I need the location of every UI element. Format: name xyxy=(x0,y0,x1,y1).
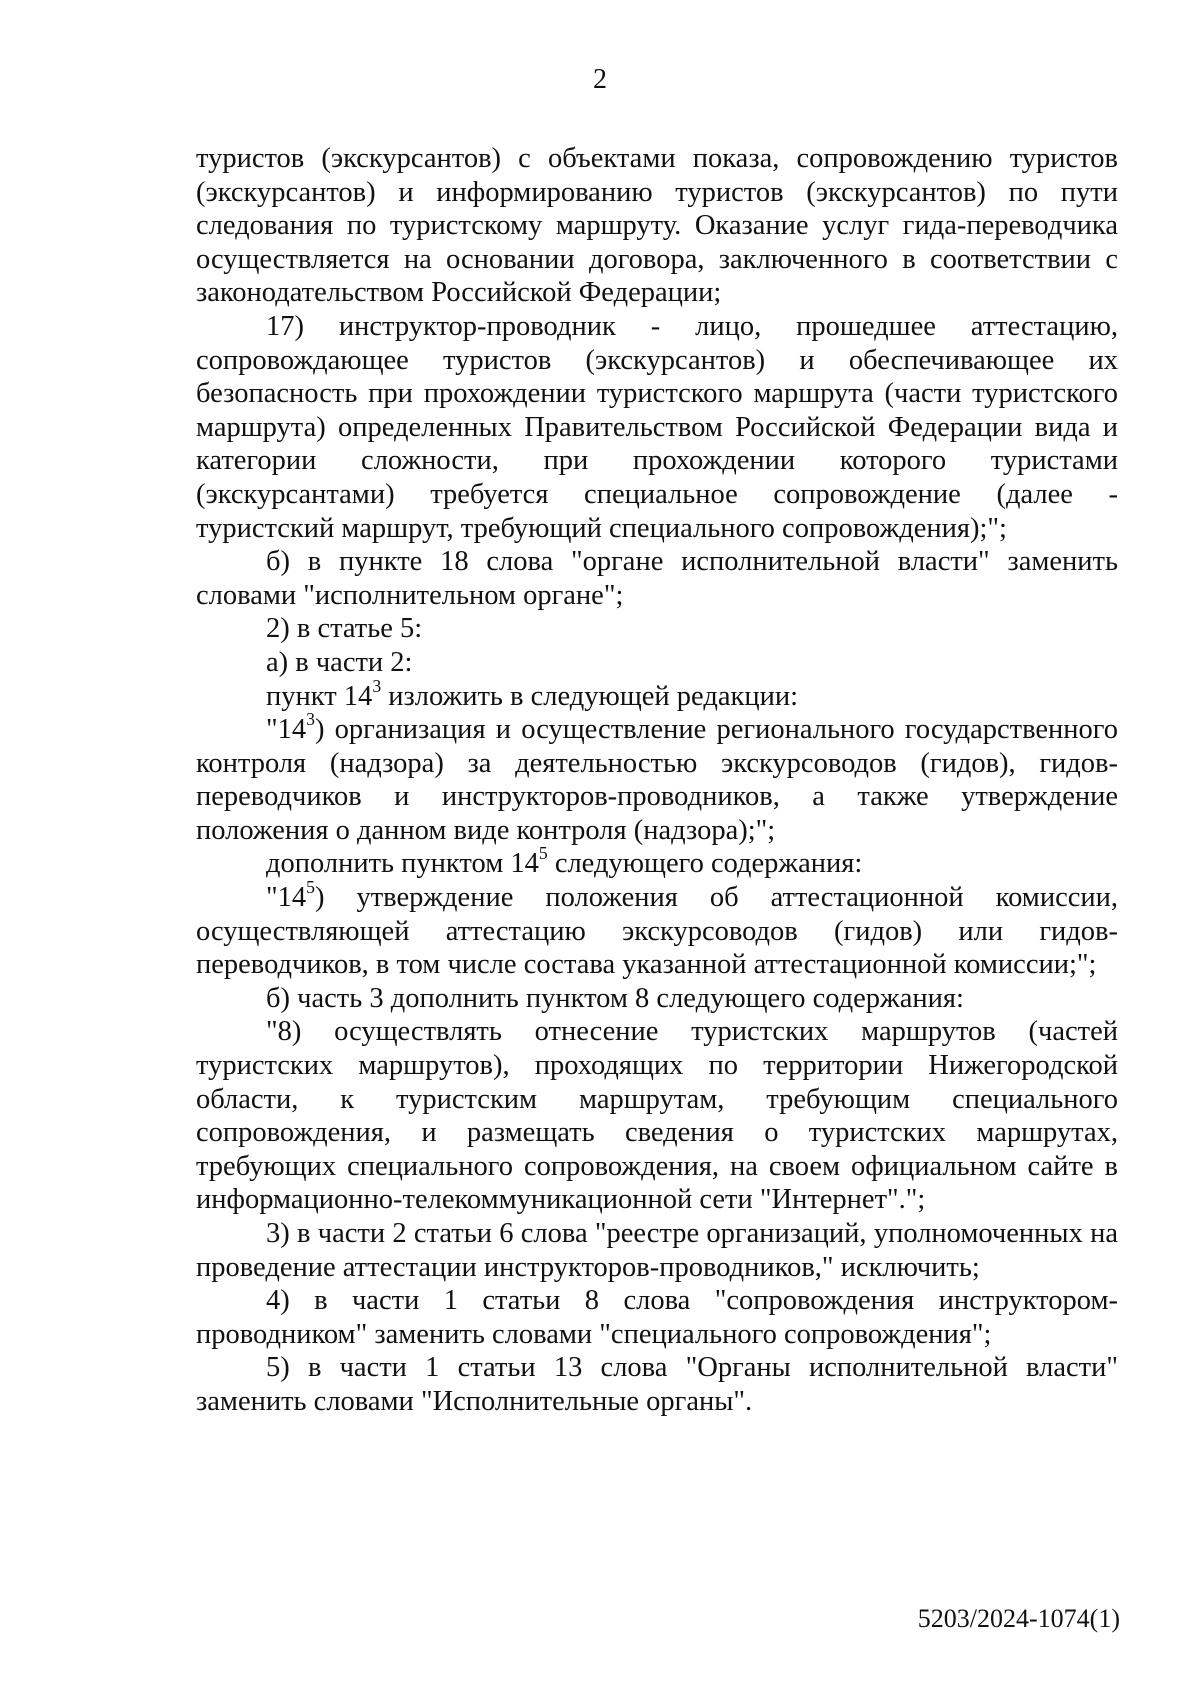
paragraph-point-14-3-intro xyxy=(196,675,1118,714)
paragraph-item-2-article-5: 2) в статье 5: xyxy=(266,613,423,645)
paragraph-item-3-article-6: 3) в части 2 статьи 6 слова "реестре организаций, уполномоченных на проведение аттестации инструкторов-проводников," исключить; xyxy=(196,1218,1118,1283)
text-before: пункт 14 xyxy=(266,680,373,712)
page-number: 2 xyxy=(593,64,607,95)
text-before: "14 xyxy=(266,882,307,914)
paragraph-item-17: 17) инструктор-проводник - лицо, прошедшее аттестацию, сопровождающее туристов (экскурсантов) и обеспечивающее их безопасность при прохождении туристского маршрута (части туристского маршрута) определенных Правительством Российской Федерации вида и категории сложности, при прохождении которого туристами (экскурсантами) требуется специальное сопровождение (далее - туристский маршрут, требующий специального сопровождения);"; xyxy=(196,310,1118,544)
paragraph-item-5-article-13: 5) в части 1 статьи 13 слова "Органы исполнительной власти" заменить словами "Исполнительные органы". xyxy=(196,1352,1118,1417)
paragraph-continuation: туристов (экскурсантов) с объектами показа, сопровождению туристов (экскурсантов) и информированию туристов (экскурсантов) по пути следования по туристскому маршруту. Оказание услуг гида-переводчика осуществляется на основании договора, заключенного в соответствии с законодательством Российской Федерации; xyxy=(196,143,1118,309)
paragraph-subitem-b-point-18: б) в пункте 18 слова "органе исполнительной власти" заменить словами "исполнительном органе"; xyxy=(196,546,1118,611)
document-registration-code: 5203/2024-1074(1) xyxy=(917,1604,1120,1633)
paragraph-point-14-5-intro xyxy=(196,843,1118,881)
superscript: 3 xyxy=(306,708,315,729)
superscript: 3 xyxy=(372,675,382,696)
superscript: 5 xyxy=(306,876,315,897)
document-body xyxy=(196,142,1118,1419)
paragraph-point-14-5-text xyxy=(196,876,1118,982)
text-after: изложить в следующей редакции: xyxy=(381,680,798,712)
paragraph-point-8-text: "8) осуществлять отнесение туристских маршрутов (частей туристских маршрутов), проходящих по территории Нижегородской области, к туристским маршрутам, требующим специального сопровождения, и размещать сведения о туристских маршрутах, требующих специального сопровождения, на своем официальном сайте в информационно-телекоммуникационной сети "Интернет"."; xyxy=(196,1016,1118,1216)
paragraph-subitem-b-part-3: б) часть 3 дополнить пунктом 8 следующего содержания: xyxy=(266,982,964,1014)
text-before: дополнить пунктом 14 xyxy=(266,848,539,880)
paragraph-subitem-a-part-2: а) в части 2: xyxy=(266,646,413,678)
superscript: 5 xyxy=(538,843,548,864)
text-after: ) утверждение положения об аттестационной комиссии, осуществляющей аттестацию экскурсоводов (гидов) или гидов-переводчиков, в том числе состава указанной аттестационной комиссии;"; xyxy=(196,882,1118,981)
paragraph-point-14-3-text xyxy=(196,708,1118,847)
text-before: "14 xyxy=(266,714,307,746)
text-after: следующего содержания: xyxy=(547,848,863,880)
text-after: ) организация и осуществление регионального государственного контроля (надзора) за деятельностью экскурсоводов (гидов), гидов-переводчиков и инструкторов-проводников, а также утверждение положения о данном виде контроля (надзора);"; xyxy=(196,714,1118,846)
paragraph-item-4-article-8: 4) в части 1 статьи 8 слова "сопровождения инструктором-проводником" заменить словами "специального сопровождения"; xyxy=(196,1285,1118,1350)
